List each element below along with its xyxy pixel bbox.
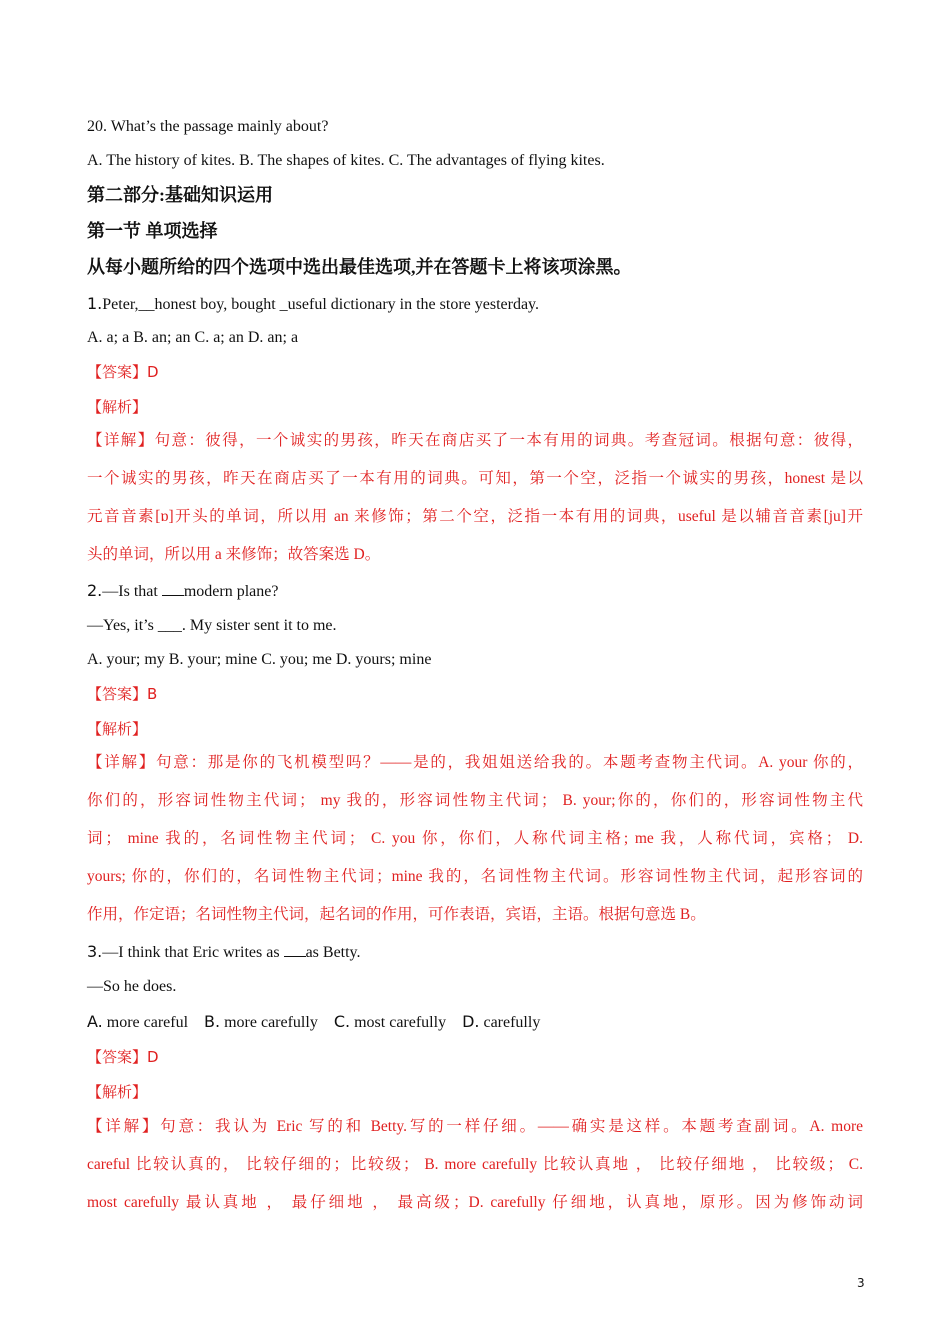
item2-options: A. your; my B. your; mine C. you; me D. yours; mine — [87, 651, 432, 668]
item1-options: A. a; a B. an; an C. a; an D. an; a — [87, 329, 299, 346]
item1-detail-line: 头的单词，所以用 a 来修饰；故答案选 D。 — [87, 546, 381, 563]
item3-number: 3. — [87, 942, 103, 961]
item2-detail-line: 你们的，形容词性物主代词； my 我的，形容词性物主代词； B. your;你的，你们的，形容词性物主代 — [87, 792, 863, 809]
item1-detail-line: 元音音素[ɒ]开头的单词，所以用 an 来修饰；第二个空，泛指一本有用的词典，useful 是以辅音音素[ju]开 — [87, 508, 863, 525]
item2-answer: 【答案】B — [87, 685, 158, 703]
item1-number: 1. — [87, 294, 103, 313]
item2-analysis: 【解析】 — [87, 720, 148, 738]
item3-answer: 【答案】D — [87, 1048, 159, 1066]
part2-title: 第二部分:基础知识运用 — [87, 185, 273, 205]
item1-detail-line: 【详解】句意：彼得，一个诚实的男孩，昨天在商店买了一本有用的词典。考查冠词。根据句意：彼得， — [87, 432, 863, 449]
item2-number: 2. — [87, 581, 103, 600]
item2-reply: —Yes, it’s ___. My sister sent it to me. — [87, 617, 337, 634]
item1-question: 1.Peter,__honest boy, bought _useful dictionary in the store yesterday. — [87, 294, 540, 313]
item3-detail-line: most carefully 最认真地 ， 最仔细地 ， 最高级；D. carefully 仔细地，认真地，原形。因为修饰动词 — [87, 1194, 863, 1211]
answer-blank — [162, 581, 184, 596]
item2-question: 2.—Is that modern plane? — [87, 581, 279, 600]
item2-detail-line: 【详解】句意：那是你的飞机模型吗？——是的，我姐姐送给我的。本题考查物主代词。A. your 你的， — [87, 754, 863, 771]
item3-reply: —So he does. — [87, 978, 177, 995]
item2-detail-line: 词； mine 我的，名词性物主代词； C. you 你，你们，人称代词主格; me 我，人称代词，宾格； D. — [87, 830, 863, 847]
q20-options: A. The history of kites. B. The shapes of kites. C. The advantages of flying kites. — [87, 152, 605, 169]
item1-detail-line: 一个诚实的男孩，昨天在商店买了一本有用的词典。可知，第一个空，泛指一个诚实的男孩，honest 是以 — [87, 470, 863, 487]
item1-detail — [87, 431, 863, 565]
item3-detail — [87, 1117, 863, 1213]
section-title: 第一节 单项选择 — [87, 221, 218, 241]
q20-question: 20. What’s the passage mainly about? — [87, 118, 329, 135]
item2-detail-line: yours; 你的，你们的，名词性物主代词；mine 我的，名词性物主代词。形容词性物主代词，起形容词的 — [87, 868, 863, 885]
item1-analysis: 【解析】 — [87, 398, 148, 416]
item3-detail-line: careful 比较认真的， 比较仔细的；比较级； B. more carefully 比较认真地 ， 比较仔细地 ， 比较级； C. — [87, 1156, 863, 1173]
item3-analysis: 【解析】 — [87, 1083, 148, 1101]
item2-detail-line: 作用，作定语；名词性物主代词，起名词的作用，可作表语，宾语，主语。根据句意选 B。 — [87, 906, 706, 923]
section-instruction: 从每小题所给的四个选项中选出最佳选项,并在答题卡上将该项涂黑。 — [87, 257, 632, 277]
page-number: 3 — [857, 1276, 865, 1290]
item1-answer: 【答案】D — [87, 363, 159, 381]
item3-options: A. more careful B. more carefully C. most carefully D. carefully — [87, 1012, 541, 1031]
item2-detail — [87, 753, 863, 925]
answer-blank — [284, 942, 306, 957]
item3-detail-line: 【详解】句意：我认为 Eric 写的和 Betty.写的一样仔细。——确实是这样。本题考查副词。A. more — [87, 1118, 863, 1135]
item3-question: 3.—I think that Eric writes as as Betty. — [87, 942, 361, 961]
